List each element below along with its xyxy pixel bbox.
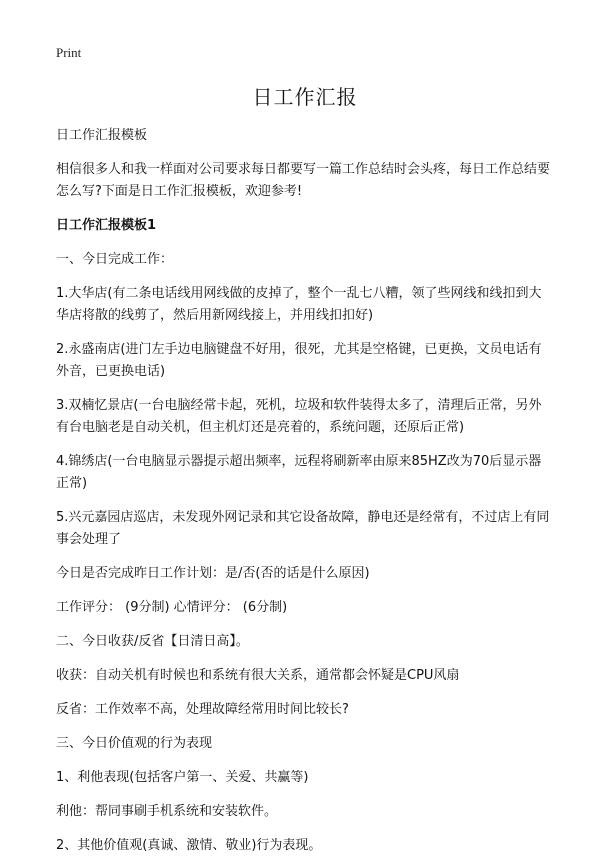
values-item-2: 2、其他价值观(真诚、激情、敬业)行为表现。 [56,838,322,853]
work-item-2: 2.永盛南店(进门左手边电脑键盘不好用，很死，尤其是空格键，已更换，文员电话有外音，已更换电话) [56,342,542,379]
heading-completed-work: 一、今日完成工作： [56,252,174,267]
work-item-4: 4.锦绣店(一台电脑显示器提示超出频率，远程将刷新率由原来85HZ改为70后显示器正常) [56,454,542,491]
work-item-1: 1.大华店(有二条电话线用网线做的皮掉了，整个一乱七八糟，领了些网线和线扣到大华店将散的线剪了，然后用新网线接上，并用线扣扣好) [56,286,542,323]
gains-line: 收获：自动关机有时候也和系统有很大关系，通常都会怀疑是CPU风扇 [56,668,460,683]
work-item-5: 5.兴元嘉园店巡店，未发现外网记录和其它设备故障，静电还是经常有，不过店上有同事会处理了 [56,510,550,547]
heading-values: 三、今日价值观的行为表现 [56,736,213,751]
work-item-3: 3.双楠忆景店(一台电脑经常卡起，死机，垃圾和软件装得太多了，清理后正常，另外有台电脑老是自动关机，但主机灯还是亮着的，系统问题，还原后正常) [56,398,542,435]
reflection-line: 反省：工作效率不高，处理故障经常用时间比较长? [56,702,349,717]
plan-completion: 今日是否完成昨日工作计划：是/否(否的话是什么原因) [56,566,370,581]
heading-gains-reflection: 二、今日收获/反省【日清日高】。 [56,634,249,649]
section-heading-template-1: 日工作汇报模板1 [56,218,157,233]
print-link[interactable]: Print [56,45,82,60]
values-item-1: 1、利他表现(包括客户第一、关爱、共赢等) [56,770,309,785]
altruism-line: 利他：帮同事刷手机系统和安装软件。 [56,804,278,819]
intro-paragraph: 相信很多人和我一样面对公司要求每日都要写一篇工作总结时会头疼，每日工作总结要怎么写?下面是日工作汇报模板，欢迎参考! [56,162,551,199]
score-line: 工作评分： (9分制) 心情评分： (6分制) [56,600,288,615]
page-title: 日工作汇报 [252,85,358,109]
template-subtitle: 日工作汇报模板 [56,128,148,143]
